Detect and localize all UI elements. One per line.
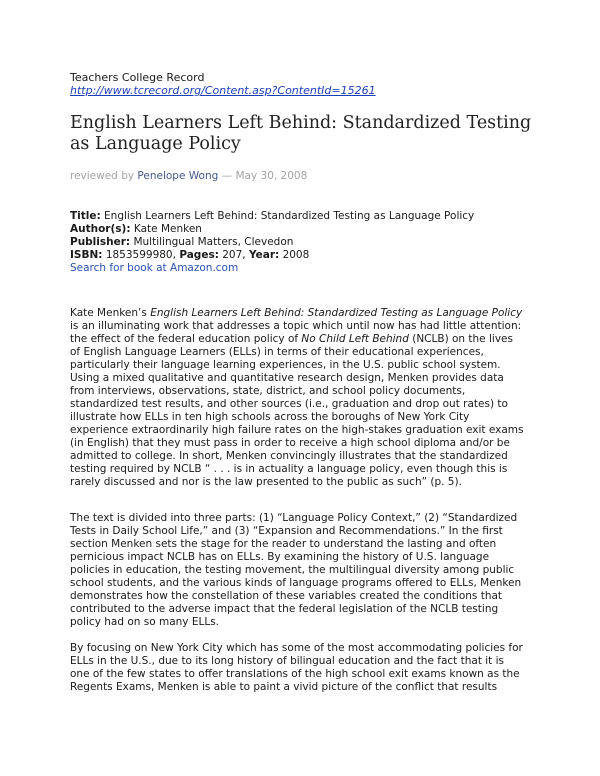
text-line: particularly their language learning experiences, in the U.S. public school system. — [70, 359, 501, 371]
book-author-value: Kate Menken — [133, 223, 202, 235]
book-publisher-value: Multilingual Matters, Clevedon — [133, 236, 294, 248]
text-line: testing required by NCLB “ . . . is in actuality a language policy, even though this is — [70, 463, 508, 475]
text-line: The text is divided into three parts: (1) “Language Policy Context,” (2) “Standardized — [70, 512, 518, 524]
review-byline — [70, 170, 307, 183]
policy-name-italic: No Child Left Behind — [301, 333, 409, 345]
reviewer-link[interactable]: Penelope Wong — [137, 170, 219, 182]
text-line: demonstrates how the constellation of these variables created the conditions that — [70, 590, 503, 602]
text-line: policy had on so many ELLs. — [70, 616, 219, 628]
book-isbn-value: 1853599980 — [105, 249, 173, 261]
text-line: the effect of the federal education policy of No Child Left Behind (NCLB) on the lives — [70, 333, 513, 345]
text-line: Tests in Daily School Life,” and (3) “Expansion and Recommendations.” In the first — [70, 525, 503, 537]
text-line: Regents Exams, Menken is able to paint a vivid picture of the conflict that results — [70, 681, 498, 693]
amazon-search-link[interactable]: Search for book at Amazon.com — [70, 262, 239, 274]
book-metadata — [70, 210, 474, 275]
text-line: contributed to the adverse impact that the federal legislation of the NCLB testing — [70, 603, 499, 615]
article-url-link[interactable]: http://www.tcrecord.org/Content.asp?ContentId=15261 — [70, 84, 376, 97]
text-line: By focusing on New York City which has some of the most accommodating policies for — [70, 642, 523, 654]
book-publisher-label: Publisher: — [70, 236, 131, 248]
text-line: experience extraordinarily high failure rates on the high-stakes graduation exit exams — [70, 424, 524, 436]
review-date: May 30, 2008 — [235, 170, 308, 182]
book-title-value: English Learners Left Behind: Standardized Testing as Language Policy — [104, 210, 475, 222]
text-line: illustrate how ELLs in ten high schools across the boroughs of New York City — [70, 411, 470, 423]
text-line: ELLs in the U.S., due to its long history of bilingual education and the fact that it is — [70, 655, 505, 667]
text-line: Kate Menken’s English Learners Left Behind: Standardized Testing as Language Policy — [70, 307, 523, 319]
text-line: is an illuminating work that addresses a topic which until now has had little attention: — [70, 320, 522, 332]
text-line: of English Language Learners (ELLs) in terms of their educational experiences, — [70, 346, 484, 358]
byline-dash: — — [221, 170, 233, 182]
book-isbn-label: ISBN: — [70, 249, 103, 261]
book-title-label: Title: — [70, 210, 101, 222]
review-prefix: reviewed by — [70, 170, 135, 182]
book-publisher-row — [70, 236, 474, 249]
book-title-row — [70, 210, 474, 223]
text-line: standardized test results, and other sources (i.e., graduation and drop out rates) to — [70, 398, 508, 410]
book-author-label: Author(s): — [70, 223, 131, 235]
body-paragraph-2 — [70, 512, 540, 629]
text-line: Using a mixed qualitative and quantitative research design, Menken provides data — [70, 372, 504, 384]
text-line: one of the few states to offer translations of the high school exit exams known as the — [70, 668, 520, 680]
book-isbn-row: ISBN: 1853599980, Pages: 207, Year: 2008 — [70, 249, 310, 261]
text-line: policies in education, the testing movement, the multilingual diversity among public — [70, 564, 515, 576]
body-paragraph-1 — [70, 307, 540, 489]
book-pages-value: 207 — [222, 249, 243, 261]
text-line: school students, and the various kinds of language programs offered to ELLs, Menken — [70, 577, 522, 589]
book-author-row — [70, 223, 474, 236]
book-year-value: 2008 — [282, 249, 310, 261]
text-line: (in English) that they must pass in order to receive a high school diploma and/or be — [70, 437, 510, 449]
text-line: rarely discussed and nor is the law presented to the public as such” (p. 5). — [70, 476, 462, 488]
body-paragraph-3 — [70, 642, 540, 694]
text-line: admitted to college. In short, Menken convincingly illustrates that the standardized — [70, 450, 508, 462]
book-year-label: Year: — [248, 249, 280, 261]
text-line: section Menken sets the stage for the reader to understand the lasting and often — [70, 538, 497, 550]
text-line: from interviews, observations, state, district, and school policy documents, — [70, 385, 466, 397]
book-pages-label: Pages: — [179, 249, 219, 261]
article-title: English Learners Left Behind: Standardized Testing as Language Policy — [70, 113, 532, 154]
text-line: pernicious impact NCLB has on ELLs. By examining the history of U.S. language — [70, 551, 490, 563]
book-title-italic: English Learners Left Behind: Standardized Testing as Language Policy — [150, 307, 523, 319]
journal-name: Teachers College Record — [70, 71, 205, 84]
